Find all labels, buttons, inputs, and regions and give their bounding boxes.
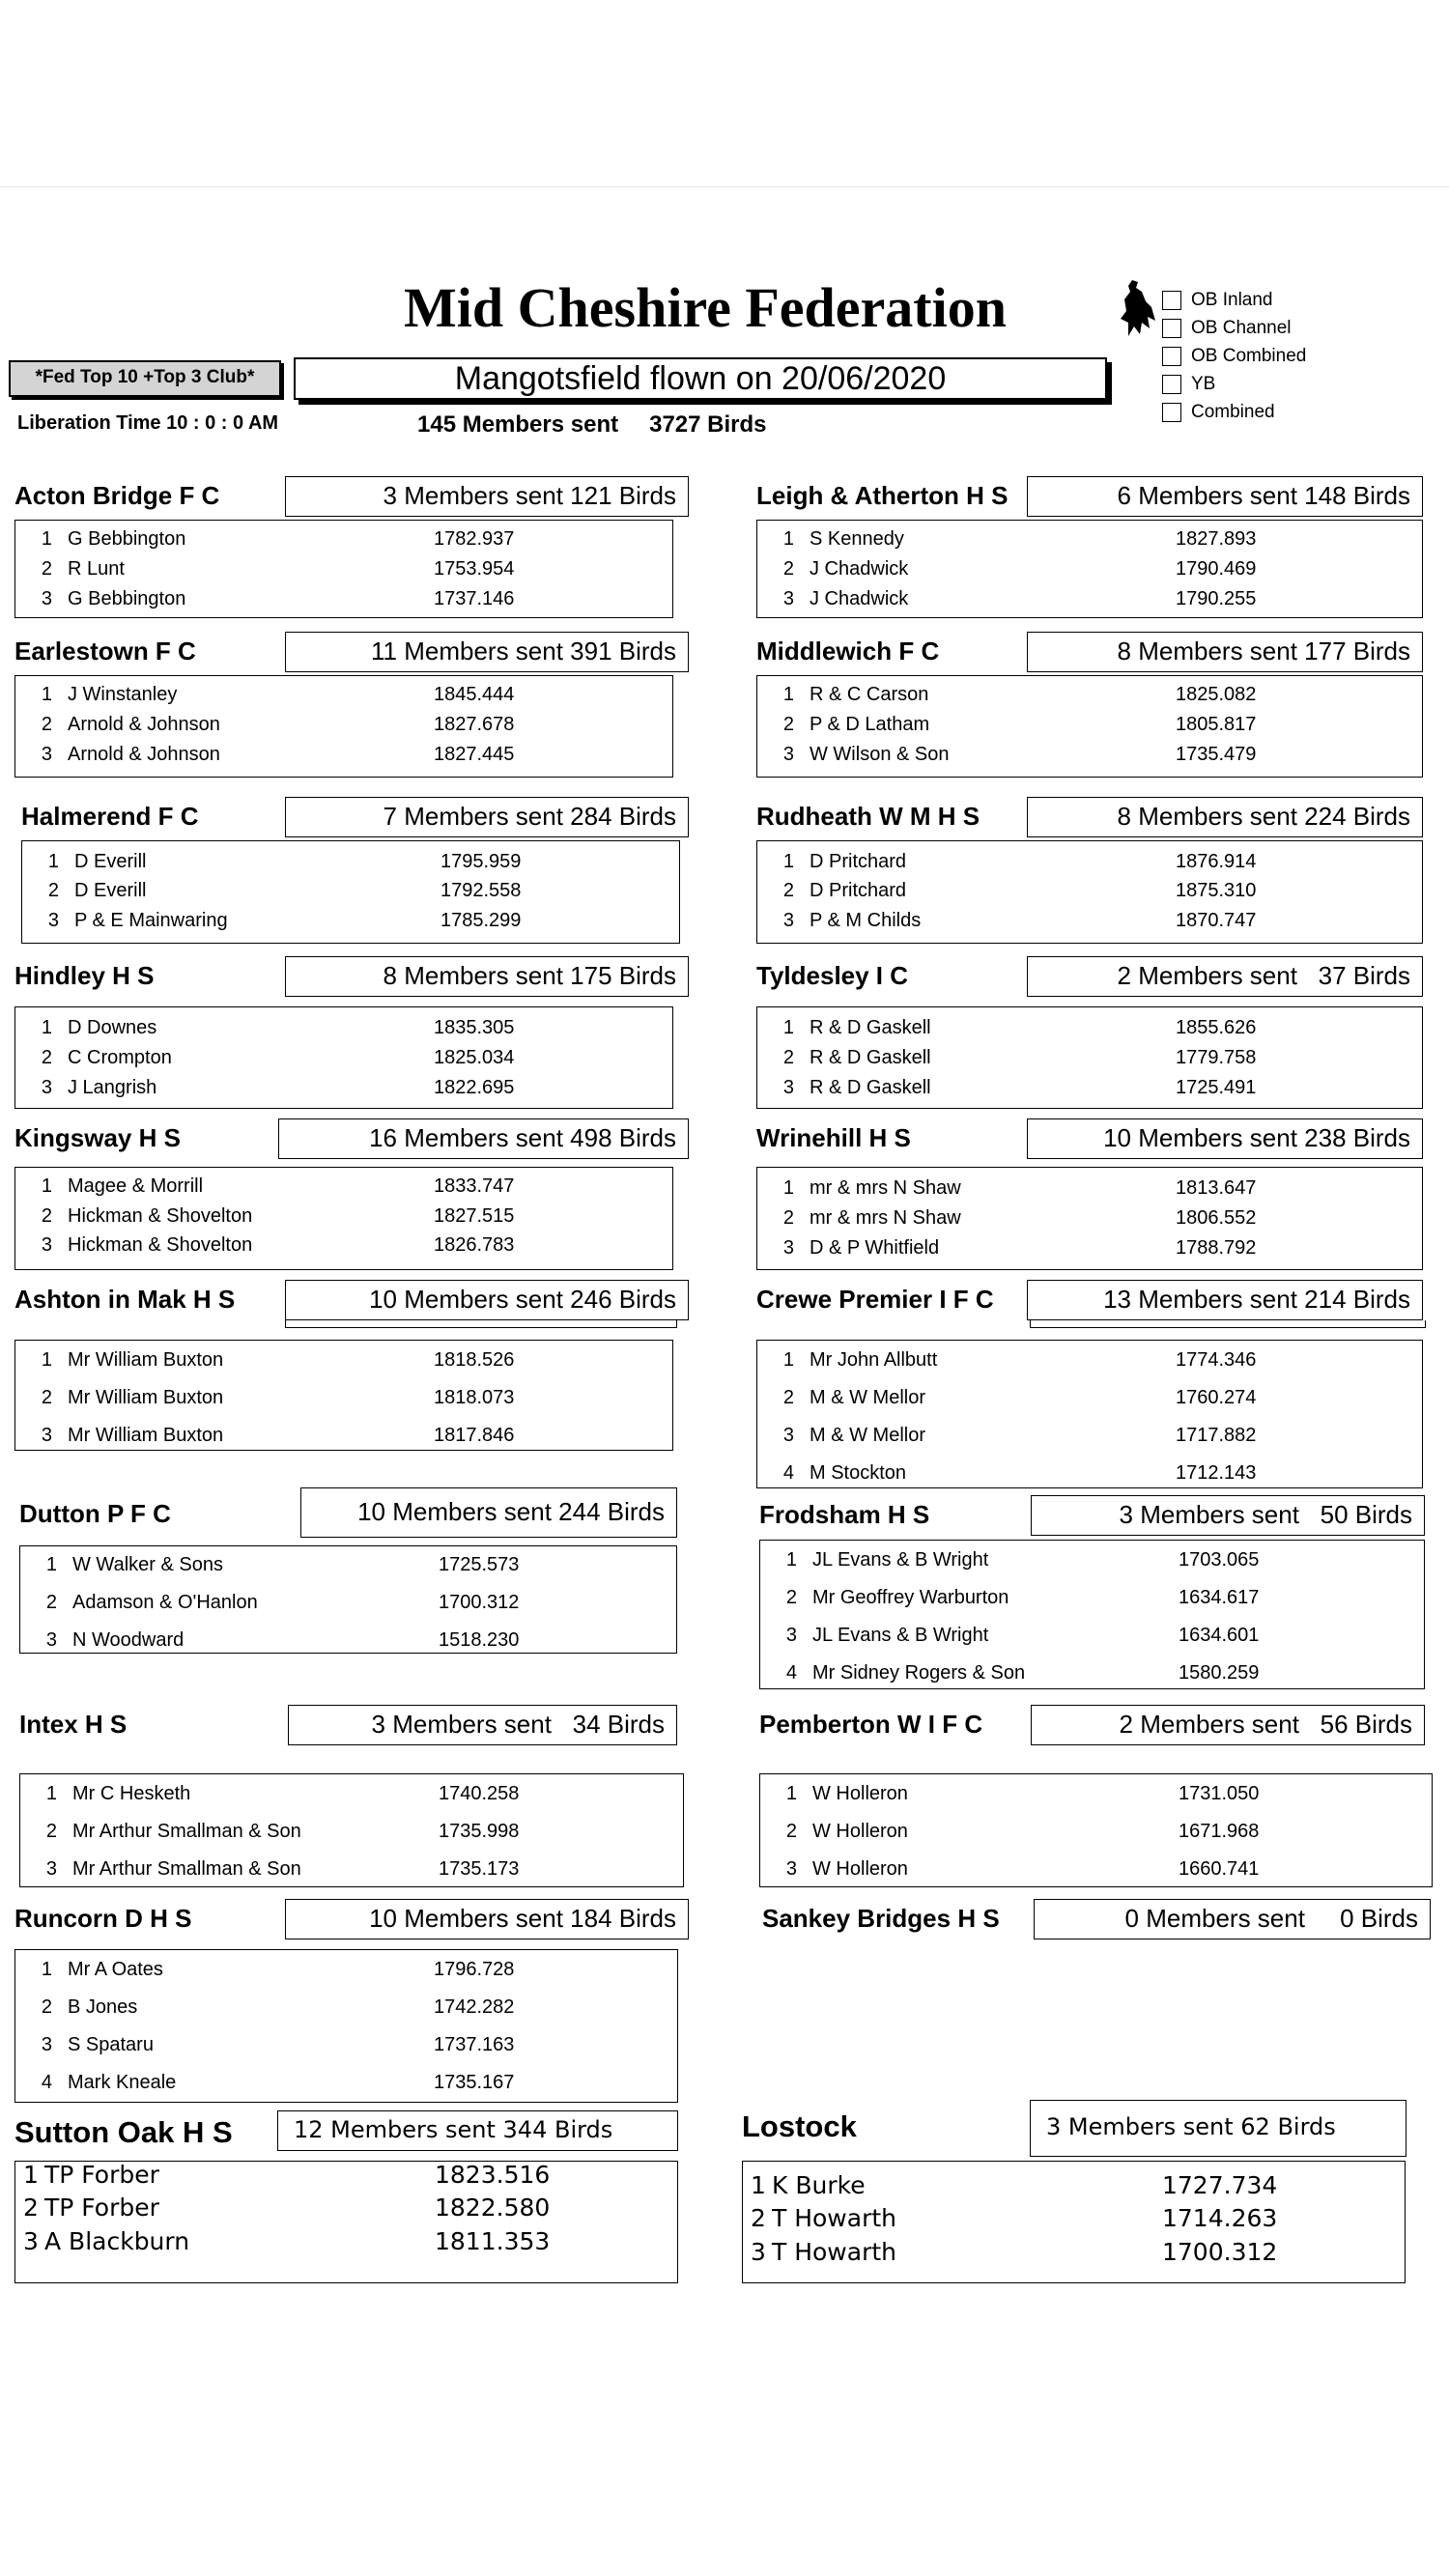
result-position: 2 <box>41 1387 52 1408</box>
result-position: 3 <box>45 1629 57 1651</box>
result-position: 3 <box>41 744 52 765</box>
result-fancier: Magee & Morrill <box>68 1175 204 1197</box>
club-sent-summary: 3 Members sent 62 Birds <box>1030 2100 1406 2157</box>
result-fancier: mr & mrs N Shaw <box>810 1177 961 1199</box>
result-fancier: D Everill <box>74 880 147 901</box>
option-ob-channel[interactable] <box>1162 314 1306 342</box>
result-position: 1 <box>41 1349 52 1371</box>
option-label: OB Inland <box>1191 289 1273 310</box>
result-fancier: Mr Arthur Smallman & Son <box>72 1858 301 1880</box>
result-velocity: 1788.792 <box>1176 1237 1257 1259</box>
result-fancier: G Bebbington <box>68 528 186 550</box>
result-fancier: G Bebbington <box>68 588 186 609</box>
fed-top-badge: *Fed Top 10 +Top 3 Club* <box>9 360 281 397</box>
result-position: 1 <box>782 1017 794 1038</box>
club-results-table <box>14 1340 673 1451</box>
result-velocity: 1835.305 <box>434 1017 515 1038</box>
club-name: Frodsham H S <box>759 1500 930 1529</box>
result-fancier: M & W Mellor <box>810 1425 925 1446</box>
race-type-options <box>1162 286 1306 426</box>
result-velocity: 1727.734 <box>1162 2171 1278 2199</box>
club-name: Tyldesley I C <box>756 961 909 990</box>
result-position: 1 <box>47 851 59 872</box>
result-fancier: TP Forber <box>44 2161 159 2189</box>
result-velocity: 1740.258 <box>439 1783 520 1804</box>
club-name: Sutton Oak H S <box>14 2115 233 2149</box>
result-position: 3 <box>41 588 52 609</box>
result-position: 1 <box>45 1783 57 1804</box>
result-position: 1 <box>782 684 794 705</box>
club-sent-summary: 16 Members sent 498 Birds <box>278 1118 689 1159</box>
result-fancier: Mr William Buxton <box>68 1387 224 1408</box>
result-fancier: W Holleron <box>812 1783 908 1804</box>
club-sent-summary: 11 Members sent 391 Birds <box>285 632 689 672</box>
result-velocity: 1790.255 <box>1176 588 1257 609</box>
result-fancier: B Jones <box>68 1996 138 2018</box>
option-ob-combined[interactable] <box>1162 342 1306 370</box>
result-velocity: 1760.274 <box>1176 1387 1257 1408</box>
result-velocity: 1774.346 <box>1176 1349 1257 1371</box>
result-velocity: 1796.728 <box>434 1959 515 1980</box>
result-position: 2 <box>41 714 52 735</box>
result-fancier: Mark Kneale <box>68 2072 177 2093</box>
club-results-table <box>21 840 680 944</box>
result-velocity: 1518.230 <box>439 1629 520 1651</box>
summary-underline <box>285 1320 677 1328</box>
result-fancier: W Walker & Sons <box>72 1554 223 1575</box>
result-fancier: W Wilson & Son <box>810 744 950 765</box>
race-title: Mangotsfield flown on 20/06/2020 <box>294 357 1107 400</box>
result-velocity: 1703.065 <box>1179 1549 1260 1571</box>
club-results-table <box>14 2161 678 2283</box>
total-birds: 3727 Birds <box>649 411 767 438</box>
result-position: 1 <box>23 2161 39 2189</box>
result-velocity: 1825.082 <box>1176 684 1257 705</box>
result-position: 2 <box>41 1205 52 1227</box>
result-position: 1 <box>41 528 52 550</box>
result-fancier: Mr C Hesketh <box>72 1783 191 1804</box>
checkbox[interactable] <box>1162 375 1181 394</box>
club-name: Kingsway H S <box>14 1123 181 1152</box>
result-position: 1 <box>41 1017 52 1038</box>
club-name: Acton Bridge F C <box>14 481 220 510</box>
result-fancier: W Holleron <box>812 1858 908 1880</box>
result-velocity: 1782.937 <box>434 528 515 550</box>
club-name: Earlestown F C <box>14 637 196 665</box>
checkbox[interactable] <box>1162 403 1181 422</box>
option-combined[interactable] <box>1162 398 1306 426</box>
result-position: 1 <box>782 851 794 872</box>
club-results-table <box>19 1545 677 1654</box>
result-fancier: K Burke <box>772 2171 866 2199</box>
result-velocity: 1792.558 <box>440 880 522 901</box>
club-sent-summary: 7 Members sent 284 Birds <box>285 797 689 837</box>
result-position: 1 <box>785 1549 797 1571</box>
result-velocity: 1827.515 <box>434 1205 515 1227</box>
result-position: 2 <box>751 2204 766 2232</box>
club-sent-summary: 8 Members sent 177 Birds <box>1027 632 1423 672</box>
result-position: 2 <box>41 558 52 580</box>
result-position: 3 <box>23 2227 39 2255</box>
result-fancier: mr & mrs N Shaw <box>810 1207 961 1229</box>
result-velocity: 1634.601 <box>1179 1625 1260 1646</box>
club-sent-summary: 0 Members sent 0 Birds <box>1034 1899 1431 1939</box>
result-velocity: 1827.445 <box>434 744 515 765</box>
result-velocity: 1827.893 <box>1176 528 1257 550</box>
result-position: 4 <box>782 1462 794 1484</box>
result-position: 2 <box>785 1821 797 1842</box>
club-sent-summary: 3 Members sent 121 Birds <box>285 476 689 517</box>
result-position: 3 <box>45 1858 57 1880</box>
result-position: 2 <box>782 1207 794 1229</box>
result-position: 2 <box>782 558 794 580</box>
option-label: OB Combined <box>1191 345 1307 366</box>
result-position: 3 <box>782 1425 794 1446</box>
result-fancier: J Langrish <box>68 1077 157 1098</box>
result-velocity: 1870.747 <box>1176 910 1257 931</box>
option-label: Combined <box>1191 401 1275 422</box>
result-velocity: 1817.846 <box>434 1425 515 1446</box>
result-fancier: TP Forber <box>44 2194 159 2222</box>
result-velocity: 1725.491 <box>1176 1077 1257 1098</box>
club-sent-summary: 2 Members sent 37 Birds <box>1027 956 1423 997</box>
result-velocity: 1753.954 <box>434 558 515 580</box>
club-results-table <box>14 1167 673 1270</box>
result-velocity: 1700.312 <box>1162 2238 1278 2266</box>
club-sent-summary: 2 Members sent 56 Birds <box>1031 1705 1425 1745</box>
result-position: 2 <box>782 1047 794 1068</box>
result-velocity: 1735.998 <box>439 1821 520 1842</box>
result-velocity: 1779.758 <box>1176 1047 1257 1068</box>
result-position: 3 <box>41 2034 52 2055</box>
result-position: 2 <box>41 1996 52 2018</box>
total-members: 145 Members sent <box>417 411 619 438</box>
result-fancier: Mr Arthur Smallman & Son <box>72 1821 301 1842</box>
result-velocity: 1634.617 <box>1179 1587 1260 1608</box>
result-position: 3 <box>785 1858 797 1880</box>
result-fancier: T Howarth <box>772 2238 897 2266</box>
result-position: 1 <box>751 2171 766 2199</box>
result-fancier: P & E Mainwaring <box>74 910 228 931</box>
club-results-table <box>14 1949 678 2103</box>
checkbox[interactable] <box>1162 319 1181 338</box>
result-position: 2 <box>23 2194 39 2222</box>
club-results-table <box>19 1773 684 1887</box>
result-fancier: S Spataru <box>68 2034 154 2055</box>
result-velocity: 1876.914 <box>1176 851 1257 872</box>
club-sent-summary: 10 Members sent 244 Birds <box>300 1487 677 1538</box>
result-velocity: 1811.353 <box>435 2227 551 2255</box>
result-velocity: 1731.050 <box>1179 1783 1260 1804</box>
result-fancier: JL Evans & B Wright <box>812 1625 989 1646</box>
result-fancier: J Chadwick <box>810 588 909 609</box>
result-fancier: Mr A Oates <box>68 1959 163 1980</box>
result-fancier: R & D Gaskell <box>810 1017 931 1038</box>
result-fancier: Mr William Buxton <box>68 1349 224 1371</box>
result-fancier: R & D Gaskell <box>810 1047 931 1068</box>
result-velocity: 1737.146 <box>434 588 515 609</box>
result-velocity: 1742.282 <box>434 1996 515 2018</box>
result-velocity: 1822.695 <box>434 1077 515 1098</box>
result-velocity: 1845.444 <box>434 684 515 705</box>
result-fancier: J Winstanley <box>68 684 178 705</box>
result-velocity: 1827.678 <box>434 714 515 735</box>
result-position: 2 <box>45 1592 57 1613</box>
club-sent-summary: 3 Members sent 50 Birds <box>1031 1495 1425 1536</box>
result-fancier: Hickman & Shovelton <box>68 1234 253 1256</box>
club-name: Crewe Premier I F C <box>756 1285 994 1314</box>
club-results-table <box>756 1167 1423 1270</box>
result-position: 2 <box>47 880 59 901</box>
club-name: Dutton P F C <box>19 1499 171 1528</box>
result-velocity: 1833.747 <box>434 1175 515 1197</box>
page-top-rule <box>0 186 1449 187</box>
result-velocity: 1735.479 <box>1176 744 1257 765</box>
summary-underline <box>1030 1320 1426 1328</box>
result-fancier: N Woodward <box>72 1629 185 1651</box>
result-position: 1 <box>41 684 52 705</box>
result-fancier: M & W Mellor <box>810 1387 925 1408</box>
result-fancier: J Chadwick <box>810 558 909 580</box>
result-velocity: 1825.034 <box>434 1047 515 1068</box>
result-fancier: S Kennedy <box>810 528 904 550</box>
result-position: 3 <box>751 2238 766 2266</box>
result-fancier: Adamson & O'Hanlon <box>72 1592 258 1613</box>
result-fancier: Hickman & Shovelton <box>68 1205 253 1227</box>
result-position: 3 <box>782 1077 794 1098</box>
result-position: 1 <box>782 1349 794 1371</box>
result-position: 4 <box>41 2072 52 2093</box>
club-name: Middlewich F C <box>756 637 940 665</box>
result-fancier: C Crompton <box>68 1047 172 1068</box>
club-sent-summary: 8 Members sent 224 Birds <box>1027 797 1423 837</box>
option-label: YB <box>1191 373 1216 394</box>
club-name: Wrinehill H S <box>756 1123 911 1152</box>
club-results-table <box>759 1773 1433 1887</box>
result-position: 2 <box>782 880 794 901</box>
result-fancier: R & D Gaskell <box>810 1077 931 1098</box>
club-name: Sankey Bridges H S <box>762 1904 1000 1933</box>
result-velocity: 1735.173 <box>439 1858 520 1880</box>
club-results-table <box>756 1340 1423 1488</box>
result-velocity: 1580.259 <box>1179 1662 1260 1684</box>
result-position: 2 <box>785 1587 797 1608</box>
result-position: 2 <box>41 1047 52 1068</box>
result-fancier: D Downes <box>68 1017 157 1038</box>
result-position: 2 <box>782 1387 794 1408</box>
result-fancier: A Blackburn <box>44 2227 190 2255</box>
club-name: Leigh & Atherton H S <box>756 481 1009 510</box>
result-position: 1 <box>782 528 794 550</box>
club-sent-summary: 6 Members sent 148 Birds <box>1027 476 1423 517</box>
result-fancier: Arnold & Johnson <box>68 744 220 765</box>
result-velocity: 1737.163 <box>434 2034 515 2055</box>
club-name: Pemberton W I F C <box>759 1710 983 1739</box>
result-position: 1 <box>45 1554 57 1575</box>
club-results-table <box>756 840 1423 944</box>
result-velocity: 1717.882 <box>1176 1425 1257 1446</box>
result-fancier: D Pritchard <box>810 851 907 872</box>
pigeon-icon <box>1113 278 1155 340</box>
club-results-table <box>14 1006 673 1109</box>
result-velocity: 1805.817 <box>1176 714 1257 735</box>
club-name: Hindley H S <box>14 961 155 990</box>
result-position: 3 <box>785 1625 797 1646</box>
result-velocity: 1826.783 <box>434 1234 515 1256</box>
checkbox[interactable] <box>1162 347 1181 366</box>
result-velocity: 1813.647 <box>1176 1177 1257 1199</box>
result-velocity: 1725.573 <box>439 1554 520 1575</box>
result-velocity: 1795.959 <box>440 851 522 872</box>
club-name: Intex H S <box>19 1710 128 1739</box>
result-velocity: 1818.073 <box>434 1387 515 1408</box>
result-position: 3 <box>782 744 794 765</box>
option-ob-inland[interactable] <box>1162 286 1306 314</box>
result-position: 3 <box>41 1077 52 1098</box>
club-sent-summary: 3 Members sent 34 Birds <box>288 1705 677 1745</box>
result-fancier: P & M Childs <box>810 910 922 931</box>
club-name: Lostock <box>742 2109 857 2143</box>
result-fancier: Mr William Buxton <box>68 1425 224 1446</box>
club-name: Rudheath W M H S <box>756 802 980 831</box>
result-velocity: 1785.299 <box>440 910 522 931</box>
result-position: 3 <box>782 588 794 609</box>
result-fancier: Arnold & Johnson <box>68 714 220 735</box>
result-velocity: 1818.526 <box>434 1349 515 1371</box>
result-velocity: 1714.263 <box>1162 2204 1278 2232</box>
club-name: Halmerend F C <box>21 802 199 831</box>
result-fancier: D Pritchard <box>810 880 907 901</box>
result-fancier: M Stockton <box>810 1462 907 1484</box>
option-yb[interactable] <box>1162 370 1306 398</box>
club-results-table <box>759 1540 1425 1689</box>
result-velocity: 1822.580 <box>435 2194 551 2222</box>
result-fancier: R & C Carson <box>810 684 929 705</box>
club-sent-summary: 10 Members sent 238 Birds <box>1027 1118 1423 1159</box>
result-fancier: JL Evans & B Wright <box>812 1549 989 1571</box>
result-position: 4 <box>785 1662 797 1684</box>
result-fancier: D & P Whitfield <box>810 1237 940 1259</box>
club-results-table <box>756 675 1423 778</box>
result-velocity: 1790.469 <box>1176 558 1257 580</box>
result-position: 1 <box>785 1783 797 1804</box>
result-fancier: Mr Geoffrey Warburton <box>812 1587 1009 1608</box>
club-results-table <box>14 675 673 778</box>
club-sent-summary: 10 Members sent 184 Birds <box>285 1899 689 1939</box>
result-velocity: 1660.741 <box>1179 1858 1260 1880</box>
result-fancier: P & D Latham <box>810 714 930 735</box>
club-results-table <box>756 520 1423 618</box>
result-velocity: 1806.552 <box>1176 1207 1257 1229</box>
result-fancier: W Holleron <box>812 1821 908 1842</box>
checkbox[interactable] <box>1162 291 1181 310</box>
club-sent-summary: 8 Members sent 175 Birds <box>285 956 689 997</box>
result-position: 3 <box>47 910 59 931</box>
club-name: Runcorn D H S <box>14 1904 192 1933</box>
result-velocity: 1700.312 <box>439 1592 520 1613</box>
result-velocity: 1855.626 <box>1176 1017 1257 1038</box>
club-results-table <box>14 520 673 618</box>
result-position: 1 <box>41 1175 52 1197</box>
result-fancier: R Lunt <box>68 558 125 580</box>
result-position: 3 <box>782 1237 794 1259</box>
liberation-time: Liberation Time 10 : 0 : 0 AM <box>17 412 279 434</box>
club-results-table <box>756 1006 1423 1109</box>
result-fancier: Mr John Allbutt <box>810 1349 938 1371</box>
option-label: OB Channel <box>1191 317 1292 338</box>
race-totals <box>417 411 798 439</box>
result-velocity: 1671.968 <box>1179 1821 1260 1842</box>
club-results-table <box>742 2161 1406 2283</box>
club-sent-summary: 10 Members sent 246 Birds <box>285 1280 689 1320</box>
result-velocity: 1823.516 <box>435 2161 551 2189</box>
result-position: 3 <box>782 910 794 931</box>
result-velocity: 1875.310 <box>1176 880 1257 901</box>
result-fancier: T Howarth <box>772 2204 897 2232</box>
club-sent-summary: 12 Members sent 344 Birds <box>277 2110 678 2151</box>
page-title: Mid Cheshire Federation <box>404 276 1007 339</box>
result-fancier: Mr Sidney Rogers & Son <box>812 1662 1026 1684</box>
result-velocity: 1712.143 <box>1176 1462 1257 1484</box>
result-position: 3 <box>41 1234 52 1256</box>
result-velocity: 1735.167 <box>434 2072 515 2093</box>
club-name: Ashton in Mak H S <box>14 1285 236 1314</box>
result-position: 3 <box>41 1425 52 1446</box>
club-sent-summary: 13 Members sent 214 Birds <box>1027 1280 1423 1320</box>
result-position: 2 <box>782 714 794 735</box>
result-fancier: D Everill <box>74 851 147 872</box>
result-position: 1 <box>782 1177 794 1199</box>
result-position: 1 <box>41 1959 52 1980</box>
result-position: 2 <box>45 1821 57 1842</box>
